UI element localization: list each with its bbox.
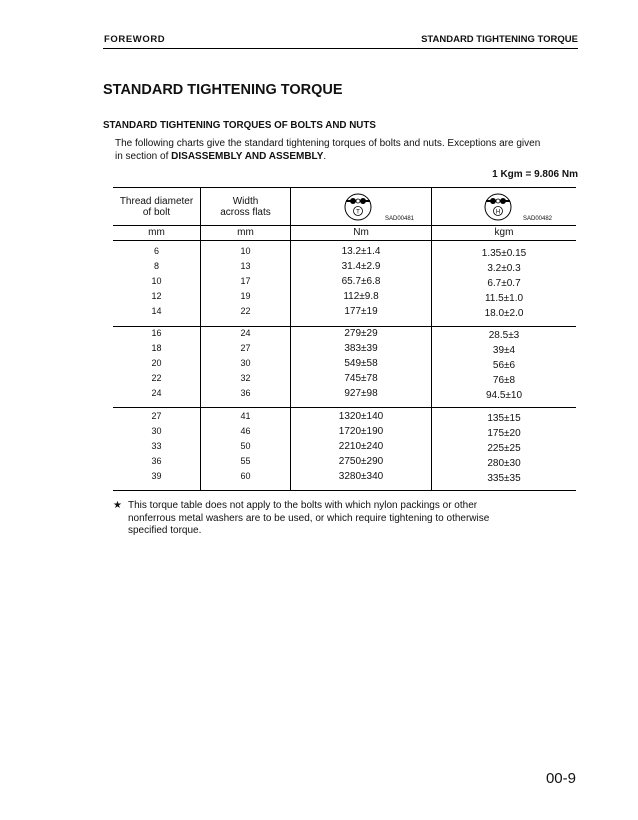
thread-diameter-cell: 20 [151, 358, 162, 368]
thread-diameter-cell: 10 [151, 276, 162, 286]
footnote-line: nonferrous metal washers are to be used, or which require tightening to otherwise [128, 512, 490, 524]
width-across-flats-cell: 17 [240, 276, 251, 286]
torque-wrench-kgm-icon [481, 192, 515, 222]
width-across-flats-cell: 41 [240, 411, 251, 421]
width-across-flats-cell: 46 [240, 426, 251, 436]
torque-nm-cell: 279±29 [344, 328, 378, 339]
torque-nm-cell: 13.2±1.4 [341, 246, 381, 257]
thread-diameter-cell: 12 [151, 291, 162, 301]
units-divider [113, 240, 576, 241]
torque-kgm-cell: 11.5±1.0 [484, 293, 524, 304]
thread-diameter-cell: 22 [151, 373, 162, 383]
unit-thread-diameter: mm [148, 227, 165, 238]
width-across-flats-cell: 19 [240, 291, 251, 301]
torque-nm-cell: 112±9.8 [343, 291, 379, 302]
torque-wrench-nm-icon [341, 192, 375, 222]
torque-kgm-cell: 18.0±2.0 [484, 308, 524, 319]
torque-kgm-cell: 135±15 [487, 413, 521, 424]
torque-nm-cell: 2750±290 [338, 456, 384, 467]
thread-diameter-cell: 8 [153, 261, 159, 271]
thread-diameter-header [113, 196, 200, 218]
page-number: 00-9 [545, 770, 576, 787]
header-divider [113, 225, 576, 226]
intro-line-1: The following charts give the standard tightening torques of bolts and nuts. Exceptions are given [115, 138, 541, 149]
header-line: Width [232, 196, 259, 207]
torque-kgm-cell: 6.7±0.7 [487, 278, 521, 289]
header-line: of bolt [142, 207, 171, 218]
torque-kgm-cell: 94.5±10 [485, 390, 523, 401]
torque-kgm-cell: 76±8 [492, 375, 516, 386]
icon-code: SAD00481 [385, 216, 415, 222]
header-section: FOREWORD [104, 34, 166, 45]
thread-diameter-cell: 14 [151, 306, 162, 316]
torque-kgm-cell: 56±6 [492, 360, 516, 371]
page-header [103, 34, 578, 49]
torque-kgm-cell: 335±35 [487, 473, 521, 484]
torque-nm-cell: 65.7±6.8 [341, 276, 381, 287]
width-across-flats-cell: 55 [240, 456, 251, 466]
torque-nm-cell: 31.4±2.9 [341, 261, 381, 272]
width-across-flats-cell: 10 [240, 246, 251, 256]
width-across-flats-cell: 13 [240, 261, 251, 271]
thread-diameter-cell: 27 [151, 411, 162, 421]
unit-nm: Nm [353, 227, 369, 238]
thread-diameter-cell: 39 [151, 471, 162, 481]
torque-kgm-cell: 175±20 [487, 428, 521, 439]
header-line: Thread diameter [119, 196, 194, 207]
width-across-flats-cell: 50 [240, 441, 251, 451]
section-subtitle: STANDARD TIGHTENING TORQUES OF BOLTS AND NUTS [103, 120, 376, 131]
width-across-flats-cell: 36 [240, 388, 251, 398]
width-across-flats-cell: 32 [240, 373, 251, 383]
intro-text: in section of [115, 151, 172, 162]
width-across-flats-cell: 30 [240, 358, 251, 368]
width-across-flats-header [201, 196, 290, 218]
torque-kgm-cell: 280±30 [487, 458, 521, 469]
torque-nm-cell: 927±98 [344, 388, 378, 399]
width-across-flats-cell: 24 [240, 328, 251, 338]
group-divider [113, 326, 576, 327]
footnote-line: This torque table does not apply to the bolts with which nylon packings or other [128, 500, 478, 511]
unit-width-across-flats: mm [237, 227, 254, 238]
width-across-flats-cell: 22 [240, 306, 251, 316]
icon-letter: T [356, 209, 360, 216]
thread-diameter-cell: 36 [151, 456, 162, 466]
group-divider [113, 407, 576, 408]
torque-kgm-cell: 3.2±0.3 [487, 263, 521, 274]
width-across-flats-cell: 60 [240, 471, 251, 481]
footnote-line: specified torque. [128, 525, 202, 536]
torque-kgm-cell: 39±4 [492, 345, 516, 356]
torque-nm-cell: 1720±190 [338, 426, 384, 437]
torque-nm-cell: 383±39 [344, 343, 378, 354]
torque-nm-cell: 2210±240 [338, 441, 384, 452]
torque-kgm-cell: 225±25 [487, 443, 521, 454]
intro-paragraph [115, 137, 585, 163]
unit-kgm: kgm [494, 227, 514, 238]
torque-kgm-cell: 28.5±3 [488, 330, 520, 341]
thread-diameter-cell: 24 [151, 388, 162, 398]
torque-nm-cell: 3280±340 [338, 471, 384, 482]
intro-reference: DISASSEMBLY AND ASSEMBLY [171, 151, 324, 162]
thread-diameter-cell: 30 [151, 426, 162, 436]
torque-kgm-cell: 1.35±0.15 [481, 248, 527, 259]
page-title: STANDARD TIGHTENING TORQUE [103, 82, 343, 98]
torque-nm-cell: 549±58 [344, 358, 378, 369]
unit-conversion: 1 Kgm = 9.806 Nm [492, 169, 578, 180]
thread-diameter-cell: 18 [151, 343, 162, 353]
icon-letter: H [495, 209, 501, 216]
intro-line-2 [115, 150, 585, 163]
thread-diameter-cell: 6 [153, 246, 159, 256]
thread-diameter-cell: 33 [151, 441, 162, 451]
intro-period: . [323, 151, 327, 162]
width-across-flats-cell: 27 [240, 343, 251, 353]
header-topic: STANDARD TIGHTENING TORQUE [421, 34, 578, 45]
torque-table [113, 187, 576, 491]
star-icon: ★ [113, 500, 122, 511]
torque-nm-cell: 745±78 [344, 373, 378, 384]
torque-nm-cell: 1320±140 [338, 411, 384, 422]
footnote-text [128, 500, 543, 538]
torque-nm-cell: 177±19 [344, 306, 378, 317]
icon-code: SAD00482 [523, 216, 553, 222]
thread-diameter-cell: 16 [151, 328, 162, 338]
header-line: across flats [220, 207, 271, 218]
